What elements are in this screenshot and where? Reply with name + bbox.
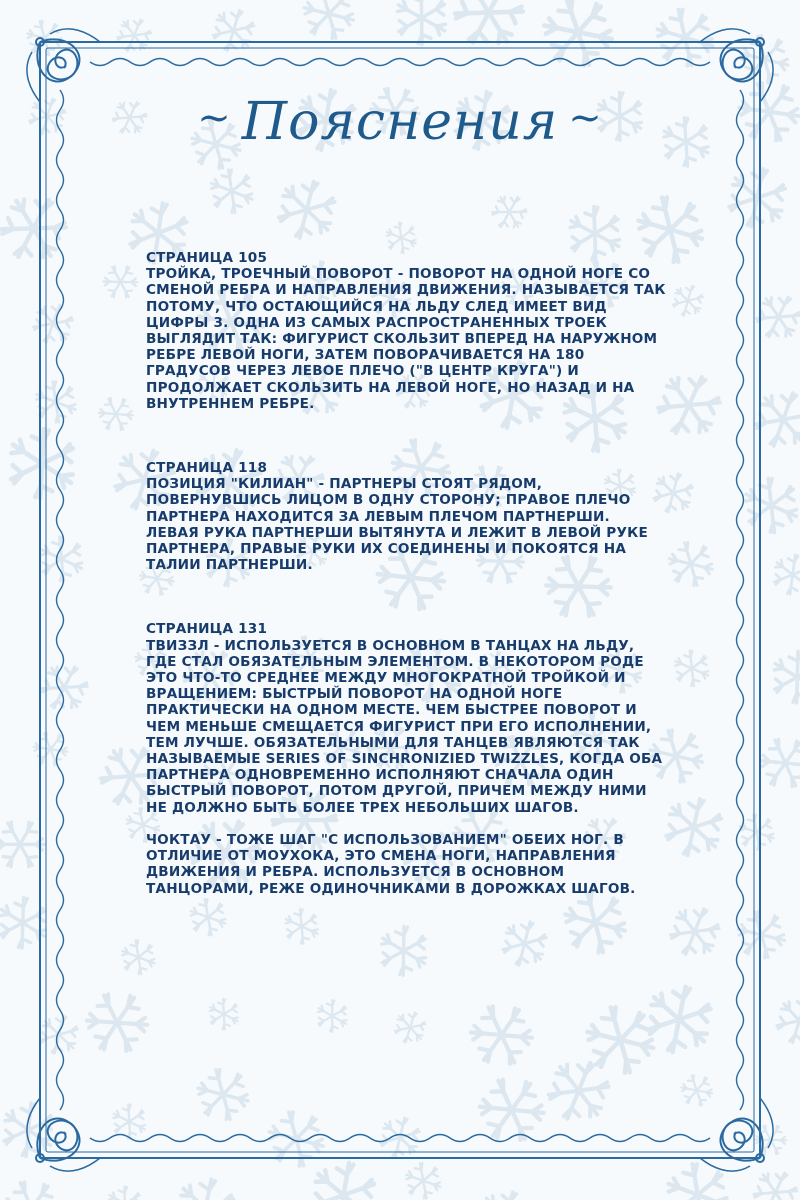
note-paragraph: ПОЗИЦИЯ "КИЛИАН" - ПАРТНЕРЫ СТОЯТ РЯДОМ, ПОВЕРНУВШИСЬ ЛИЦОМ В ОДНУ СТОРОНУ; ПРАВОЕ ПЛЕЧО ПАРТНЕРА НАХОДИТСЯ ЗА ЛЕВЫМ ПЛЕЧОМ ПАРТНЕРШИ. ЛЕВАЯ РУКА ПАРТНЕРШИ ВЫТЯНУТА И ЛЕЖИТ В ЛЕВОЙ РУКЕ ПАРТНЕРА, ПРАВЫЕ РУКИ ИХ СОЕДИНЕНЫ И ПОКОЯТСЯ НА ТАЛИИ ПАРТНЕРШИ.: [146, 476, 648, 574]
corner-flourish-icon: [27, 1098, 100, 1171]
title-left-flourish: ~: [197, 95, 232, 141]
frame-vine: [90, 59, 710, 66]
page-title-text: Пояснения: [241, 92, 559, 152]
title-right-flourish: ~: [568, 95, 603, 141]
corner-flourish-icon: [700, 1098, 773, 1171]
note-section-page-105: [146, 250, 666, 412]
note-paragraph: ЧОКТАУ - ТОЖЕ ШАГ "С ИСПОЛЬЗОВАНИЕМ" ОБЕИХ НОГ. В ОТЛИЧИЕ ОТ МОУХОКА, ЭТО СМЕНА НОГИ, НАПРАВЛЕНИЯ ДВИЖЕНИЯ И РЕБРА. ИСПОЛЬЗУЕТСЯ В ОСНОВНОМ ТАНЦОРАМИ, РЕЖЕ ОДИНОЧНИКАМИ В ДОРОЖКАХ ШАГОВ.: [146, 831, 636, 897]
frame-vine: [737, 90, 744, 1110]
notes-content: [146, 250, 666, 897]
note-section-page-118: [146, 460, 666, 573]
note-heading: СТРАНИЦА 118: [146, 460, 268, 477]
note-heading: СТРАНИЦА 131: [146, 621, 268, 638]
note-section-page-131: [146, 621, 666, 896]
frame-vine: [90, 1135, 710, 1142]
note-paragraph: ТВИЗЗЛ - ИСПОЛЬЗУЕТСЯ В ОСНОВНОМ В ТАНЦАХ НА ЛЬДУ, ГДЕ СТАЛ ОБЯЗАТЕЛЬНЫМ ЭЛЕМЕНТОМ. В НЕКОТОРОМ РОДЕ ЭТО ЧТО-ТО СРЕДНЕЕ МЕЖДУ МНОГОКРАТНОЙ ТРОЙКОЙ И ВРАЩЕНИЕМ: БЫСТРЫЙ ПОВОРОТ НА ОДНОЙ НОГЕ ПРАКТИЧЕСКИ НА ОДНОМ МЕСТЕ. ЧЕМ БЫСТРЕЕ ПОВОРОТ И ЧЕМ МЕНЬШЕ СМЕЩАЕТСЯ ФИГУРИСТ ПРИ ЕГО ИСПОЛНЕНИИ, ТЕМ ЛУЧШЕ. ОБЯЗАТЕЛЬНЫМИ ДЛЯ ТАНЦЕВ ЯВЛЯЮТСЯ ТАК НАЗЫВАЕМЫЕ SERIES OF SINCHRONIZIED TWIZZLES, КОГДА ОБА ПАРТНЕРА ОДНОВРЕМЕННО ИСПОЛНЯЮТ СНАЧАЛА ОДИН БЫСТРЫЙ ПОВОРОТ, ПОТОМ ДРУГОЙ, ПРИЧЕМ МЕЖДУ НИМИ НЕ ДОЛЖНО БЫТЬ БОЛЕЕ ТРЕХ НЕБОЛЬШИХ ШАГОВ.: [146, 637, 663, 816]
note-heading: СТРАНИЦА 105: [146, 250, 268, 266]
frame-vine: [57, 90, 64, 1110]
note-paragraph: ТРОЙКА, ТРОЕЧНЫЙ ПОВОРОТ - ПОВОРОТ НА ОДНОЙ НОГЕ СО СМЕНОЙ РЕБРА И НАПРАВЛЕНИЯ ДВИЖЕНИЯ. НАЗЫВАЕТСЯ ТАК ПОТОМУ, ЧТО ОСТАЮЩИЙСЯ НА ЛЬДУ СЛЕД ИМЕЕТ ВИД ЦИФРЫ 3. ОДНА ИЗ САМЫХ РАСПРОСТРАНЕННЫХ ТРОЕК ВЫГЛЯДИТ ТАК: ФИГУРИСТ СКОЛЬЗИТ ВПЕРЕД НА НАРУЖНОМ РЕБРЕ ЛЕВОЙ НОГИ, ЗАТЕМ ПОВОРАЧИВАЕТСЯ НА 180 ГРАДУСОВ ЧЕРЕЗ ЛЕВОЕ ПЛЕЧО ("В ЦЕНТР КРУГА") И ПРОДОЛЖАЕТ СКОЛЬЗИТЬ НА ЛЕВОЙ НОГЕ, НО НАЗАД И НА ВНУТРЕННЕМ РЕБРЕ.: [146, 266, 666, 412]
page-title: [0, 92, 800, 152]
